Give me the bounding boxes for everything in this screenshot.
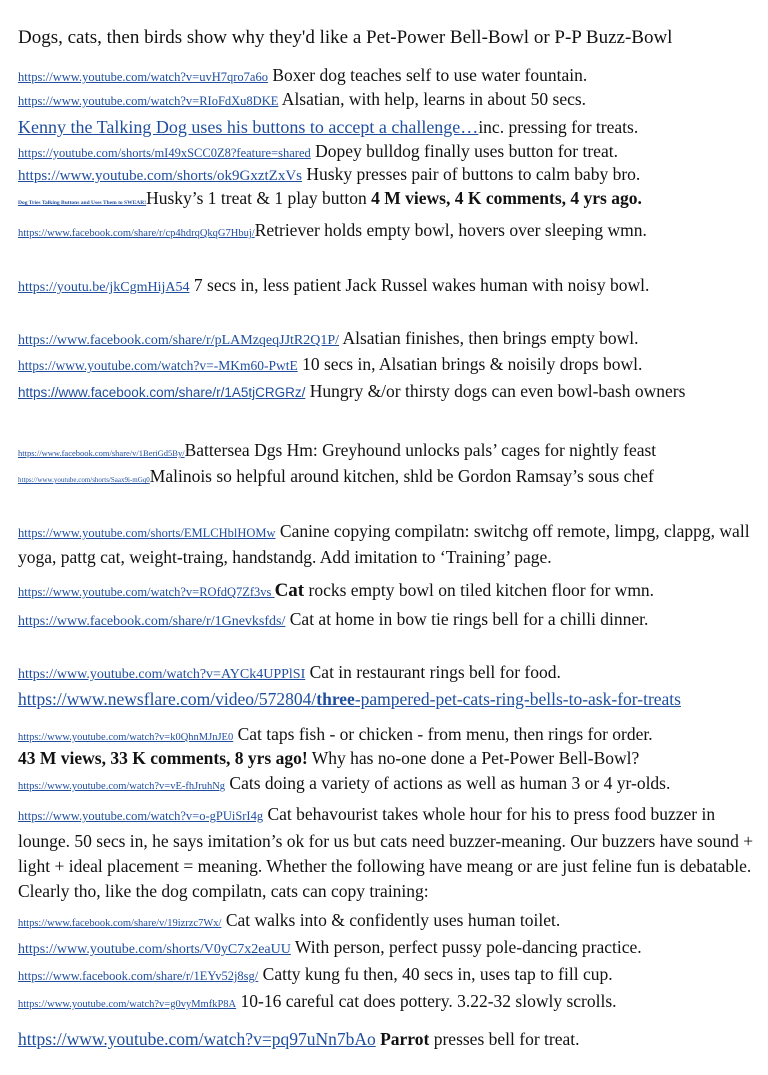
video-link[interactable]: https://youtube.com/shorts/mI49xSCC0Z8?feature=shared bbox=[18, 146, 311, 160]
video-link[interactable]: https://www.facebook.com/share/r/1EYv52j8sg/ bbox=[18, 969, 259, 983]
video-link[interactable]: https://www.youtube.com/watch?v=uvH7qro7a6o bbox=[18, 70, 268, 84]
list-item: https://www.youtube.com/watch?v=RIoFdXu8DKE Alsatian, with help, learns in about 50 secs. bbox=[18, 89, 587, 109]
list-item-continued: 43 M views, 33 K comments, 8 yrs ago! Why has no-one done a Pet-Power Bell-Bowl? bbox=[18, 748, 640, 768]
list-item: https://www.youtube.com/watch?v=uvH7qro7a6o Boxer dog teaches self to use water fountain. bbox=[18, 65, 588, 85]
list-item: https://www.youtube.com/watch?v=g0vyMmfkP8A 10-16 careful cat does pottery. 3.22-32 slowly scrolls. bbox=[18, 991, 617, 1011]
list-item: https://youtube.com/shorts/mI49xSCC0Z8?feature=shared Dopey bulldog finally uses button for treat. bbox=[18, 141, 618, 161]
video-link[interactable]: Dog Tries Talking Buttons and Uses Them to SWEAR! bbox=[18, 200, 147, 206]
list-item: https://www.facebook.com/share/r/1Gnevksfds/ Cat at home in bow tie rings bell for a chilli dinner. bbox=[18, 609, 649, 629]
list-item: https://www.youtube.com/watch?v=k0QhnMJnJE0 Cat taps fish - or chicken - from menu, then rings for order. bbox=[18, 724, 653, 744]
list-item: https://youtu.be/jkCgmHijA54 7 secs in, less patient Jack Russel wakes human with noisy bowl. bbox=[18, 275, 650, 295]
video-link[interactable]: https://www.facebook.com/share/v/1BeriGd5By/ bbox=[18, 448, 185, 458]
list-item: https://www.youtube.com/watch?v=AYCk4UPPlSI Cat in restaurant rings bell for food. bbox=[18, 662, 561, 682]
list-item: https://www.facebook.com/share/v/19izrzc7Wx/ Cat walks into & confidently uses human toilet. bbox=[18, 910, 561, 930]
video-link[interactable]: https://www.facebook.com/share/v/19izrzc7Wx/ bbox=[18, 918, 222, 929]
video-link[interactable]: https://www.youtube.com/shorts/V0yC7x2eaUU bbox=[18, 942, 291, 957]
list-item: https://www.youtube.com/watch?v=pq97uNn7bAo Parrot presses bell for treat. bbox=[18, 1029, 580, 1049]
video-link[interactable]: https://www.youtube.com/watch?v=vE-fhJruhNg bbox=[18, 781, 226, 792]
video-link[interactable]: https://www.youtube.com/watch?v=-MKm60-PwtE bbox=[18, 358, 298, 373]
video-link[interactable]: Kenny the Talking Dog uses his buttons to accept a challenge… bbox=[18, 117, 479, 137]
video-link[interactable]: https://www.facebook.com/share/r/1Gnevksfds/ bbox=[18, 614, 286, 629]
video-link[interactable]: https://www.youtube.com/watch?v=AYCk4UPPlSI bbox=[18, 667, 306, 682]
video-link[interactable]: https://www.youtube.com/watch?v=ROfdQ7Zf3vs bbox=[18, 585, 275, 599]
video-link[interactable]: https://www.youtube.com/shorts/EMLCHblHOMw bbox=[18, 526, 276, 540]
list-item: https://www.youtube.com/watch?v=ROfdQ7Zf3vs Cat rocks empty bowl on tiled kitchen floor for wmn. bbox=[18, 580, 655, 601]
list-item: https://www.youtube.com/shorts/EMLCHblHOMw Canine copying compilatn: switchg off remote, limpg, clappg, wall yoga, pattg cat, weight-traing, handstandg. Add imitation to ‘Training’ page. bbox=[18, 521, 750, 567]
list-item bbox=[18, 687, 754, 711]
video-link[interactable]: https://www.youtube.com/watch?v=RIoFdXu8DKE bbox=[18, 94, 279, 108]
video-link[interactable]: https://youtu.be/jkCgmHijA54 bbox=[18, 280, 190, 295]
video-link[interactable]: https://www.youtube.com/shorts/Saax9i-mGq0 bbox=[18, 476, 150, 484]
list-item: https://www.youtube.com/watch?v=-MKm60-PwtE 10 secs in, Alsatian brings & noisily drops bowl. bbox=[18, 354, 643, 374]
video-link[interactable]: https://www.facebook.com/share/r/1A5tjCRGRz/ bbox=[18, 385, 306, 400]
list-item: Kenny the Talking Dog uses his buttons to accept a challenge…inc. pressing for treats. bbox=[18, 117, 639, 137]
video-link[interactable]: https://www.facebook.com/share/r/pLAMzqeqJJtR2Q1P/ bbox=[18, 333, 340, 348]
list-item: https://www.youtube.com/watch?v=o-gPUiSrI4g Cat behavourist takes whole hour for his to press food buzzer in lounge. 50 secs in, he says imitation’s ok for us but cats need buzzer-meaning. Our buzzers have sound + light + ideal placement = meaning. Whether the following have meang or are just feline fun is debatable. Clearly tho, like the dog compilatn, cats can copy training: bbox=[18, 804, 754, 901]
list-item: https://www.facebook.com/share/v/1BeriGd5By/Battersea Dgs Hm: Greyhound unlocks pals’ cages for nightly feast bbox=[18, 440, 657, 460]
list-item: https://www.facebook.com/share/r/pLAMzqeqJJtR2Q1P/ Alsatian finishes, then brings empty bowl. bbox=[18, 328, 639, 348]
video-link[interactable]: https://www.youtube.com/watch?v=o-gPUiSrI4g bbox=[18, 809, 264, 823]
video-link[interactable]: https://www.youtube.com/watch?v=pq97uNn7bAo bbox=[18, 1029, 376, 1049]
list-item: https://www.youtube.com/shorts/V0yC7x2eaUU With person, perfect pussy pole-dancing practice. bbox=[18, 937, 642, 957]
video-link[interactable]: https://www.facebook.com/share/r/cp4hdrqQkqG7Hbuj/ bbox=[18, 228, 255, 239]
list-item: https://www.youtube.com/shorts/Saax9i-mGq0Malinois so helpful around kitchen, shld be Gordon Ramsay’s sous chef bbox=[18, 466, 654, 486]
list-item: Dog Tries Talking Buttons and Uses Them to SWEAR!Husky’s 1 treat & 1 play button 4 M views, 4 K comments, 4 yrs ago. bbox=[18, 188, 642, 208]
video-link[interactable]: https://www.youtube.com/watch?v=k0QhnMJnJE0 bbox=[18, 732, 234, 743]
list-item: https://www.facebook.com/share/r/cp4hdrqQkqG7Hbuj/Retriever holds empty bowl, hovers over sleeping wmn. bbox=[18, 220, 647, 240]
list-item: https://www.facebook.com/share/r/1A5tjCRGRz/ Hungry &/or thirsty dogs can even bowl-bash owners bbox=[18, 381, 686, 401]
list-item: https://www.facebook.com/share/r/1EYv52j8sg/ Catty kung fu then, 40 secs in, uses tap to fill cup. bbox=[18, 964, 613, 984]
video-link[interactable]: https://www.youtube.com/shorts/ok9GxztZxVs bbox=[18, 168, 303, 184]
list-item: https://www.youtube.com/shorts/ok9GxztZxVs Husky presses pair of buttons to calm baby bro. bbox=[18, 164, 641, 184]
video-link[interactable]: https://www.newsflare.com/video/572804/three-pampered-pet-cats-ring-bells-to-ask-for-treats bbox=[18, 689, 681, 709]
page-title: Dogs, cats, then birds show why they'd like a Pet-Power Bell-Bowl or P-P Buzz-Bowl bbox=[18, 27, 673, 48]
list-item: https://www.youtube.com/watch?v=vE-fhJruhNg Cats doing a variety of actions as well as human 3 or 4 yr-olds. bbox=[18, 773, 671, 793]
video-link[interactable]: https://www.youtube.com/watch?v=g0vyMmfkP8A bbox=[18, 999, 237, 1010]
